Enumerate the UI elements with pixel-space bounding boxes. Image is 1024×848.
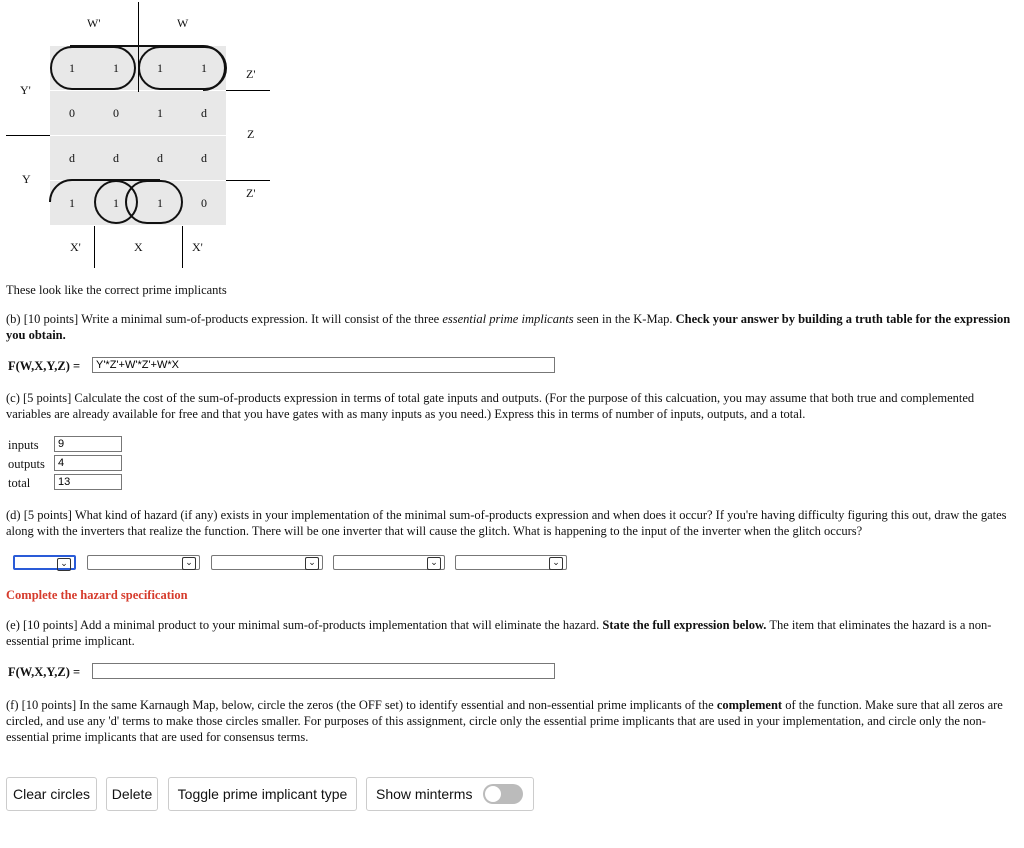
total-field[interactable] bbox=[54, 474, 122, 490]
part-f-suffix: of the function. Make sure that all zeros are circled, and use any 'd' terms to make those circles smaller. For purposes of this assignment, circle only the essential prime implicants that are used in your implementation, and circle only the non-essential prime implicants that are used for consensus terms. bbox=[6, 698, 1003, 744]
inputs-field[interactable] bbox=[54, 436, 122, 452]
kmap-cell[interactable]: 1 bbox=[50, 181, 94, 225]
hazard-select-1[interactable] bbox=[13, 555, 76, 570]
implicant-w-prime-z-prime-top[interactable] bbox=[51, 47, 135, 89]
toggle-prime-implicant-type-button[interactable]: Toggle prime implicant type bbox=[168, 777, 357, 811]
chevron-down-icon: ⌄ bbox=[549, 557, 563, 570]
kmap-label-w: W bbox=[177, 16, 189, 30]
delete-button[interactable]: Delete bbox=[106, 777, 158, 811]
kmap-cell[interactable]: d bbox=[182, 91, 226, 135]
part-e-label: F(W,X,Y,Z) = bbox=[8, 665, 81, 679]
kmap-cell[interactable]: 1 bbox=[50, 46, 94, 90]
show-minterms-control[interactable] bbox=[366, 777, 534, 811]
kmap-label-w-prime: W' bbox=[87, 16, 101, 30]
part-b-prefix: (b) [10 points] Write a minimal sum-of-products expression. It will consist of the three bbox=[6, 312, 443, 326]
chevron-down-icon: ⌄ bbox=[305, 557, 319, 570]
kmap-label-x-prime-right: X' bbox=[192, 240, 203, 254]
chevron-down-icon: ⌄ bbox=[182, 557, 196, 570]
hazard-select-2[interactable] bbox=[87, 555, 200, 570]
kmap-cell[interactable]: 0 bbox=[94, 91, 138, 135]
part-b-middle: seen in the K-Map. bbox=[573, 312, 676, 326]
sop-expression-input[interactable] bbox=[92, 357, 555, 373]
hazard-free-expression-input[interactable] bbox=[92, 663, 555, 679]
outputs-field[interactable] bbox=[54, 455, 122, 471]
chevron-down-icon: ⌄ bbox=[57, 558, 71, 571]
kmap-cell[interactable]: 0 bbox=[50, 91, 94, 135]
kmap-label-z: Z bbox=[247, 127, 255, 141]
kmap-cell[interactable]: 0 bbox=[182, 181, 226, 225]
kmap-label-x-prime-left: X' bbox=[70, 240, 81, 254]
part-f-bold: complement bbox=[716, 698, 783, 712]
hazard-warning: Complete the hazard specification bbox=[6, 588, 188, 602]
implicant-circles[interactable] bbox=[0, 0, 280, 270]
part-d-prompt: (d) [5 points] What kind of hazard (if any) exists in your implementation of the minimal sum-of-products expression and when does it occur? If you're having difficulty figuring this out, draw the gates along with the inverters that realize the function. There will be one inverter that will cause the glitch. What is happening to the input of the inverter when the glitch occurs? bbox=[6, 508, 1007, 538]
kmap-cell[interactable]: d bbox=[138, 136, 182, 180]
kmap-cell[interactable]: 1 bbox=[94, 181, 138, 225]
kmap-label-z-prime-bottom: Z' bbox=[246, 186, 256, 200]
hazard-select-5[interactable] bbox=[455, 555, 567, 570]
kmap-cell[interactable]: 1 bbox=[138, 46, 182, 90]
kmap-cell[interactable]: 1 bbox=[138, 181, 182, 225]
part-b-italic: essential prime implicants bbox=[442, 312, 574, 326]
inputs-label: inputs bbox=[8, 438, 39, 452]
implicant-y-prime-z-prime[interactable] bbox=[70, 46, 225, 90]
part-e-prefix: (e) [10 points] Add a minimal product to your minimal sum-of-products implementation that will eliminate the hazard. bbox=[6, 618, 603, 632]
kmap-label-z-prime-top: Z' bbox=[246, 67, 256, 81]
toggle-knob bbox=[485, 786, 501, 802]
part-c-prompt: (c) [5 points] Calculate the cost of the sum-of-products expression in terms of total gate inputs and outputs. (For the purpose of this calcuation, you may assume that both true and complemented variables are already available for free and that you have gates with as many inputs as you need.) Express this in terms of number of inputs, outputs, and a total. bbox=[6, 391, 975, 421]
kmap-label-y: Y bbox=[22, 172, 31, 186]
kmap-cell[interactable]: d bbox=[50, 136, 94, 180]
part-f-prefix: (f) [10 points] In the same Karnaugh Map, below, circle the zeros (the OFF set) to identify essential and non-essential prime implicants of the bbox=[6, 698, 717, 712]
show-minterms-label: Show minterms bbox=[376, 786, 473, 802]
part-b-bold: Check your answer by building a truth table for the expression you obtain. bbox=[6, 312, 1011, 342]
implicant-w-x-bottom[interactable] bbox=[126, 181, 182, 223]
kmap-cell[interactable]: 1 bbox=[182, 46, 226, 90]
kmap-label-x: X bbox=[134, 240, 143, 254]
part-f-prompt bbox=[6, 697, 1018, 745]
show-minterms-toggle[interactable] bbox=[483, 784, 523, 804]
total-label: total bbox=[8, 476, 31, 490]
clear-circles-button[interactable]: Clear circles bbox=[6, 777, 97, 811]
outputs-label: outputs bbox=[8, 457, 45, 471]
hazard-select-3[interactable] bbox=[211, 555, 323, 570]
part-e-suffix: The item that eliminates the hazard is a non-essential prime implicant. bbox=[6, 618, 992, 648]
part-b-label: F(W,X,Y,Z) = bbox=[8, 359, 81, 373]
kmap-cell[interactable]: 1 bbox=[138, 91, 182, 135]
kmap-cell[interactable]: 1 bbox=[94, 46, 138, 90]
hazard-select-4[interactable] bbox=[333, 555, 445, 570]
part-b-prompt bbox=[6, 311, 1018, 343]
chevron-down-icon: ⌄ bbox=[427, 557, 441, 570]
kmap-label-y-prime: Y' bbox=[20, 83, 31, 97]
part-e-prompt bbox=[6, 617, 1018, 649]
kmap-cell[interactable]: d bbox=[94, 136, 138, 180]
part-e-bold: State the full expression below. bbox=[602, 618, 767, 632]
implicant-w-x-top[interactable] bbox=[139, 47, 226, 89]
kmap-cell[interactable]: d bbox=[182, 136, 226, 180]
note-text: These look like the correct prime implicants bbox=[6, 283, 227, 297]
